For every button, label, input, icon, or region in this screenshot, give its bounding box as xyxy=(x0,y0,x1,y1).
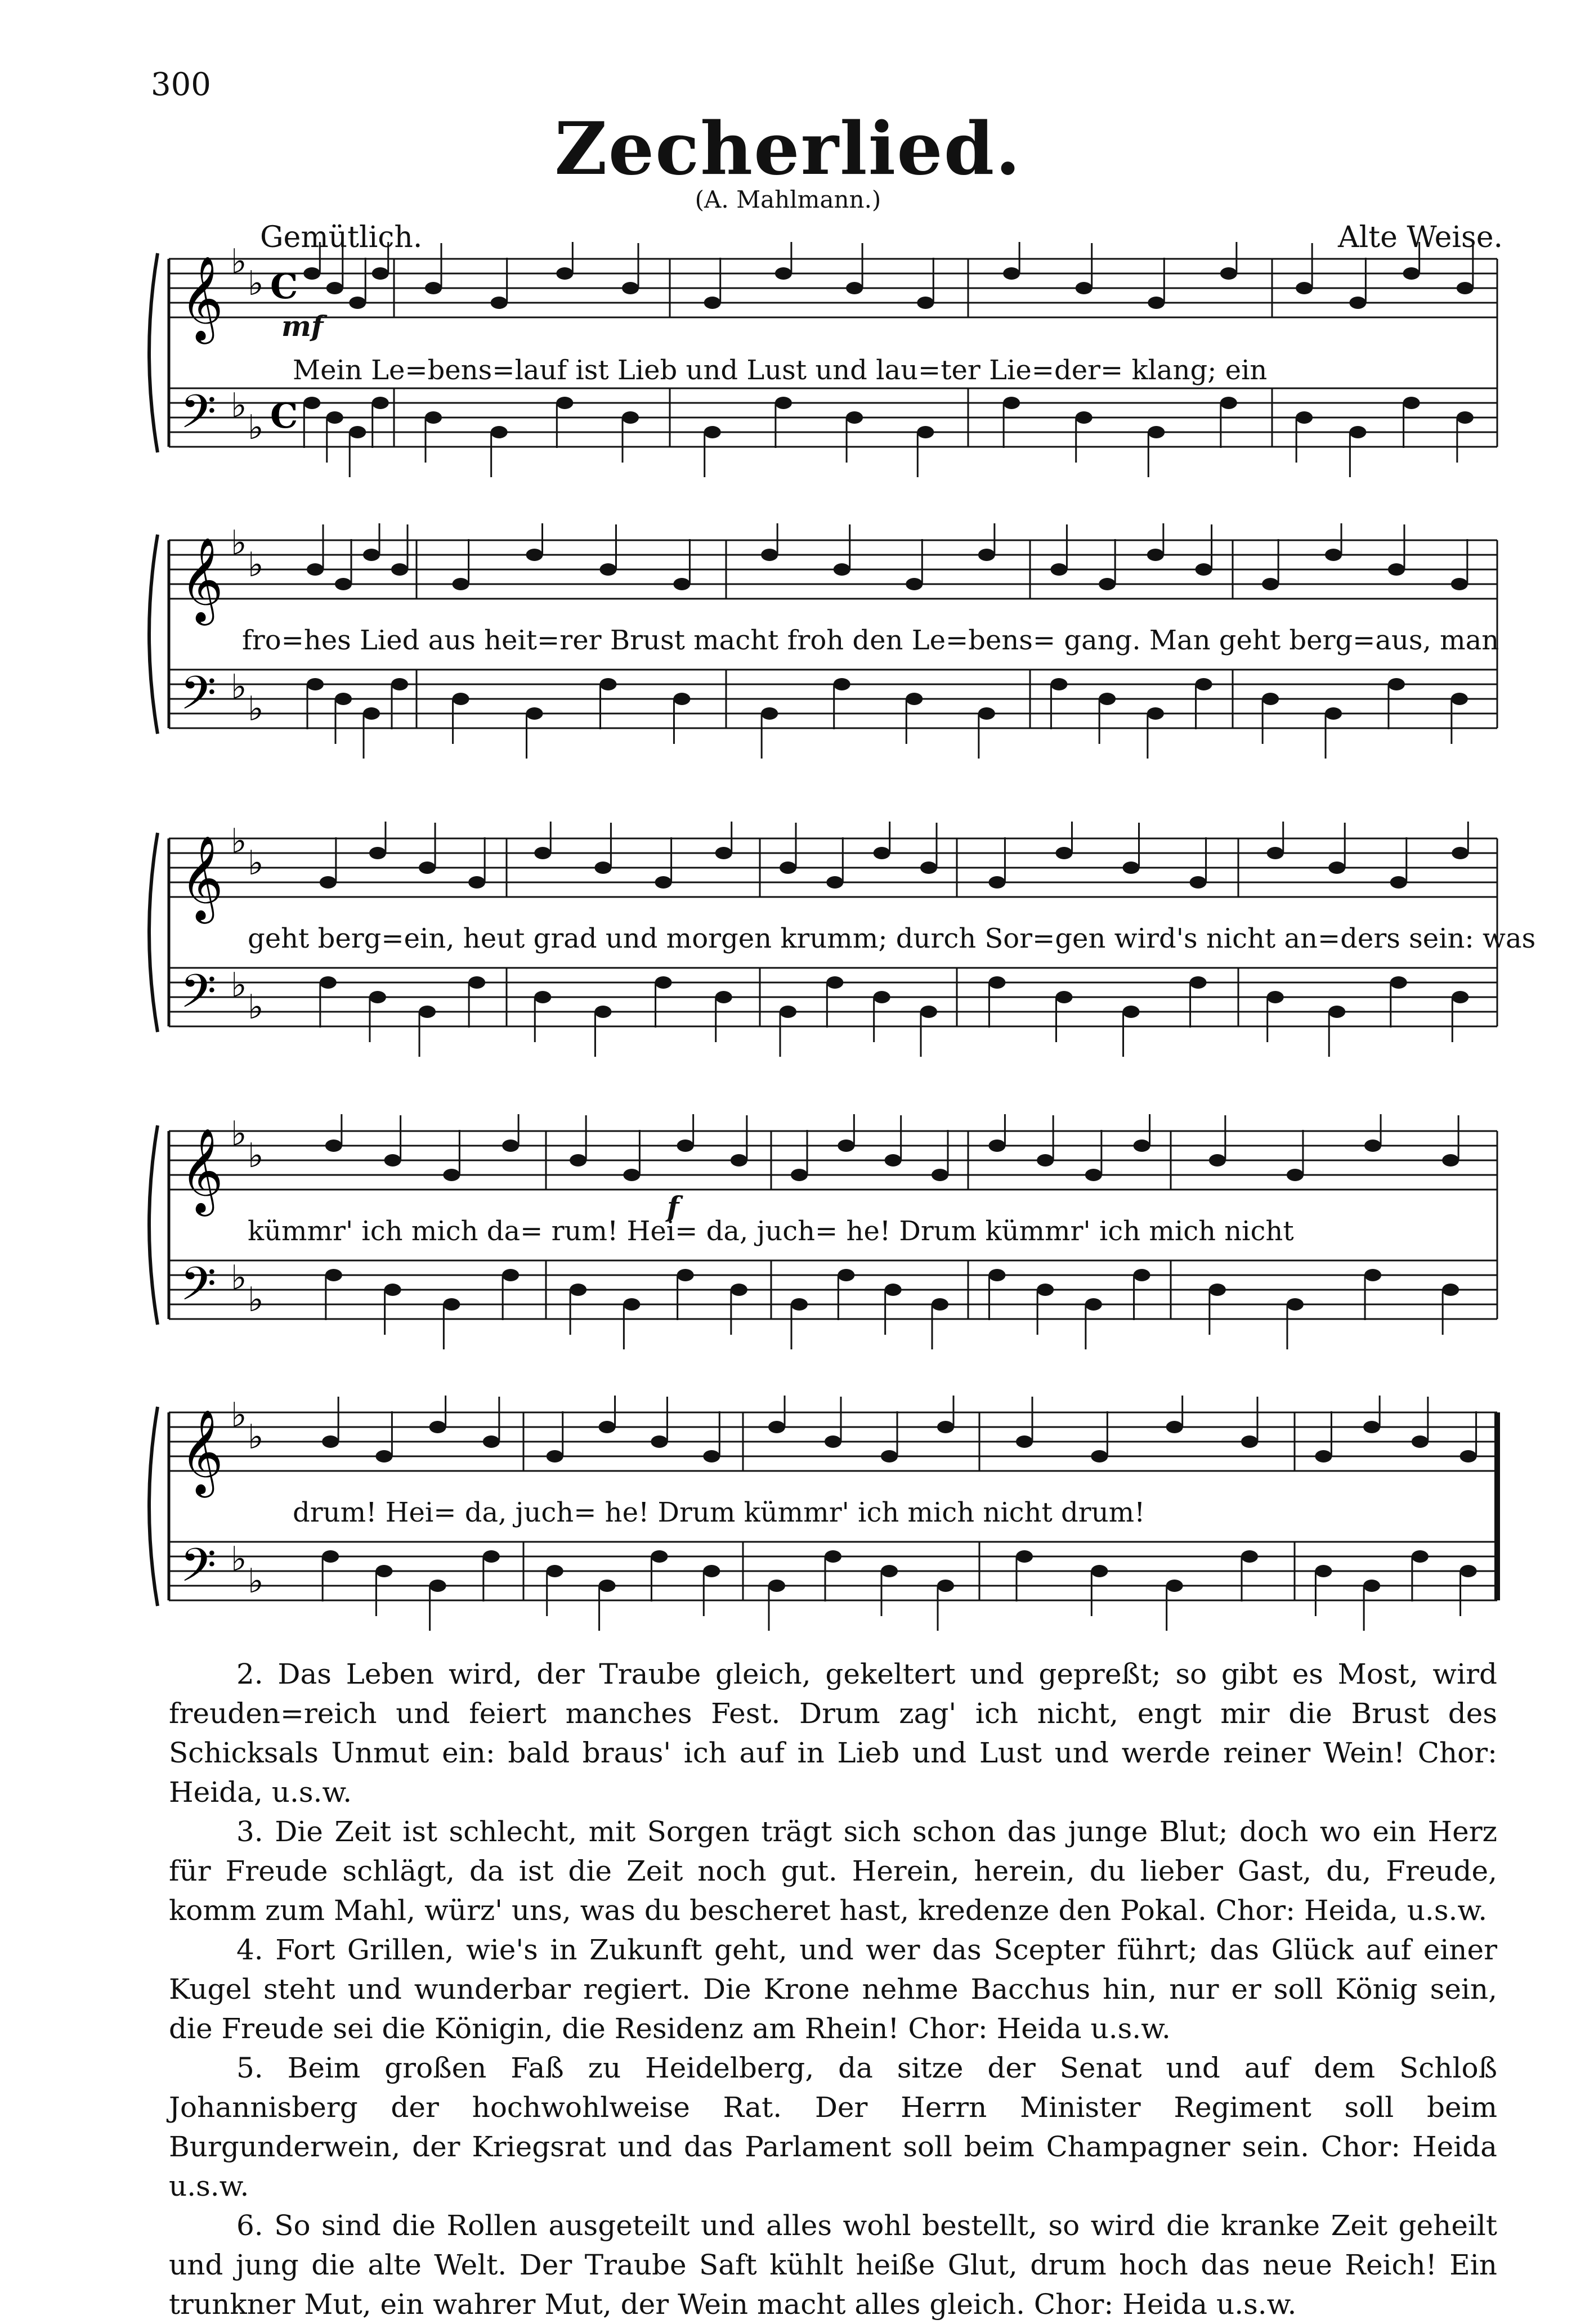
treble-clef: 𝄞 xyxy=(180,255,223,340)
note-head xyxy=(419,862,436,874)
note-head xyxy=(1147,549,1164,561)
note-head xyxy=(846,282,863,294)
lyrics-line: fro=hes Lied aus heit=rer Brust macht froh den Le=bens= gang. Man geht berg=aus, man xyxy=(242,625,1499,656)
note-head xyxy=(453,578,469,590)
note-head xyxy=(1460,1565,1477,1577)
note-head xyxy=(622,282,639,294)
note-head xyxy=(1055,991,1072,1003)
note-head xyxy=(1099,578,1116,590)
note-head xyxy=(453,693,469,705)
note-head xyxy=(468,976,485,989)
lyrics-line: Mein Le=bens=lauf ist Lieb und Lust und lau=ter Lie=der= klang; ein xyxy=(293,355,1268,386)
page-number: 300 xyxy=(151,66,211,103)
note-head xyxy=(838,1269,854,1281)
flat-sign: ♭ xyxy=(248,988,264,1027)
lyrics-line: kümmr' ich mich da= rum! Hei= da, juch= he! Drum kümmr' ich mich nicht xyxy=(248,1215,1294,1247)
note-head xyxy=(363,549,380,561)
note-head xyxy=(372,267,389,280)
flat-sign: ♭ xyxy=(231,1114,247,1154)
note-head xyxy=(1442,1284,1459,1296)
note-head xyxy=(1134,1139,1150,1152)
note-head xyxy=(1390,976,1407,989)
note-head xyxy=(834,678,850,690)
note-head xyxy=(703,1450,720,1462)
note-head xyxy=(443,1169,460,1181)
note-head xyxy=(303,267,320,280)
note-head xyxy=(326,411,343,424)
treble-clef: 𝄞 xyxy=(180,1408,223,1494)
note-head xyxy=(846,411,863,424)
note-head xyxy=(761,549,778,561)
note-head xyxy=(780,862,796,874)
note-head xyxy=(526,707,543,720)
note-head xyxy=(1148,426,1165,438)
note-head xyxy=(1209,1154,1226,1167)
note-head xyxy=(556,267,573,280)
note-head xyxy=(363,707,380,720)
note-head xyxy=(1123,862,1140,874)
note-head xyxy=(1412,1435,1429,1448)
music-system-3 xyxy=(0,822,1576,1086)
note-head xyxy=(1016,1435,1033,1448)
note-head xyxy=(547,1450,563,1462)
note-head xyxy=(885,1154,902,1167)
note-head xyxy=(1388,678,1405,690)
note-head xyxy=(1315,1565,1332,1577)
note-head xyxy=(534,847,551,859)
note-head xyxy=(325,1269,342,1281)
note-head xyxy=(369,991,386,1003)
note-head xyxy=(1148,297,1165,309)
note-head xyxy=(978,549,995,561)
note-head xyxy=(932,1298,948,1311)
note-head xyxy=(1055,847,1072,859)
note-head xyxy=(1403,267,1420,280)
time-signature: C xyxy=(270,395,298,436)
note-head xyxy=(491,426,508,438)
note-head xyxy=(307,678,324,690)
note-head xyxy=(677,1269,694,1281)
flat-sign: ♭ xyxy=(231,966,247,1005)
note-head xyxy=(825,1550,841,1563)
note-head xyxy=(1076,282,1093,294)
note-head xyxy=(906,578,923,590)
flat-sign: ♭ xyxy=(248,1136,264,1176)
note-head xyxy=(391,563,408,576)
note-head xyxy=(322,1435,339,1448)
note-head xyxy=(874,991,890,1003)
note-head xyxy=(1388,563,1405,576)
note-head xyxy=(838,1139,854,1152)
note-head xyxy=(1325,707,1342,720)
music-system-2 xyxy=(0,523,1576,788)
note-head xyxy=(1050,563,1067,576)
note-head xyxy=(1452,847,1468,859)
note-head xyxy=(322,1550,339,1563)
note-head xyxy=(1451,578,1468,590)
lyrics-line: geht berg=ein, heut grad und morgen krumm; durch Sor=gen wird's nicht an=ders sein: was xyxy=(248,923,1536,954)
note-head xyxy=(1085,1169,1102,1181)
note-head xyxy=(599,1580,616,1592)
note-head xyxy=(491,297,508,309)
note-head xyxy=(622,411,639,424)
note-head xyxy=(307,563,324,576)
bass-clef: 𝄢 xyxy=(180,964,217,1030)
note-head xyxy=(825,1435,841,1448)
note-head xyxy=(594,1006,611,1018)
note-head xyxy=(384,1154,401,1167)
note-head xyxy=(1403,397,1420,409)
note-head xyxy=(1457,411,1474,424)
note-head xyxy=(1287,1169,1304,1181)
note-head xyxy=(534,991,551,1003)
flat-sign: ♭ xyxy=(231,242,247,281)
verse-3: 3. Die Zeit ist schlecht, mit Sorgen trägt sich schon das junge Blut; doch wo ein Herz für Freude schlägt, da ist die Zeit noch gut. Herein, herein, du lieber Gast, du, Freude, komm zum Mahl, würz' uns, was du bescheret hast, kredenze den Pokal. Chor: Heida, u.s.w. xyxy=(169,1815,1497,1927)
flat-sign: ♭ xyxy=(248,689,264,729)
note-head xyxy=(483,1435,500,1448)
flat-sign: ♭ xyxy=(248,1417,264,1457)
note-head xyxy=(369,847,386,859)
melody-origin: Alte Weise. xyxy=(1338,221,1503,254)
tempo-marking: Gemütlich. xyxy=(260,221,423,254)
note-head xyxy=(1390,876,1407,889)
note-head xyxy=(1091,1450,1108,1462)
note-head xyxy=(1190,876,1207,889)
dynamic-f: f xyxy=(667,1190,679,1223)
note-head xyxy=(1050,678,1067,690)
flat-sign: ♭ xyxy=(248,844,264,883)
note-head xyxy=(1364,1269,1381,1281)
song-title: Zecherlied. xyxy=(554,107,1022,191)
flat-sign: ♭ xyxy=(231,1396,247,1435)
note-head xyxy=(303,397,320,409)
note-head xyxy=(391,678,408,690)
note-head xyxy=(704,297,721,309)
note-head xyxy=(623,1298,640,1311)
note-head xyxy=(715,991,732,1003)
note-head xyxy=(917,297,934,309)
note-head xyxy=(1287,1298,1304,1311)
note-head xyxy=(1241,1435,1258,1448)
note-head xyxy=(335,578,352,590)
note-head xyxy=(1220,267,1237,280)
flat-sign: ♭ xyxy=(248,545,264,585)
note-head xyxy=(826,976,843,989)
lyrics-line: drum! Hei= da, juch= he! Drum kümmr' ich mich nicht drum! xyxy=(293,1497,1145,1528)
note-head xyxy=(651,1435,668,1448)
note-head xyxy=(937,1421,954,1433)
lyricist: (A. Mahlmann.) xyxy=(695,186,881,213)
flat-sign: ♭ xyxy=(231,523,247,563)
flat-sign: ♭ xyxy=(248,1562,264,1601)
note-head xyxy=(932,1169,948,1181)
music-system-1 xyxy=(0,242,1576,506)
note-head xyxy=(425,282,442,294)
flat-sign: ♭ xyxy=(248,264,264,303)
note-head xyxy=(677,1139,694,1152)
note-head xyxy=(937,1580,954,1592)
note-head xyxy=(1123,1006,1140,1018)
note-head xyxy=(1451,693,1468,705)
verse-5: 5. Beim großen Faß zu Heidelberg, da sitze der Senat und auf dem Schloß Johannisberg der hochwohlweise Rat. Der Herrn Minister Regiment soll beim Burgunderwein, der Kriegsrat und das Parlament soll beim Champagner sein. Chor: Heida u.s.w. xyxy=(169,2052,1497,2202)
note-head xyxy=(1349,297,1366,309)
note-head xyxy=(885,1284,902,1296)
note-head xyxy=(1037,1154,1054,1167)
bass-clef: 𝄢 xyxy=(180,1257,217,1322)
brace xyxy=(149,833,158,1032)
note-head xyxy=(429,1421,446,1433)
note-head xyxy=(320,876,337,889)
dynamic-mf: mf xyxy=(281,309,324,343)
note-head xyxy=(1190,976,1207,989)
note-head xyxy=(1241,1550,1258,1563)
note-head xyxy=(791,1298,808,1311)
treble-clef: 𝄞 xyxy=(180,1127,223,1213)
note-head xyxy=(526,549,543,561)
treble-clef: 𝄞 xyxy=(180,536,223,622)
note-head xyxy=(349,426,366,438)
flat-sign: ♭ xyxy=(231,667,247,707)
note-head xyxy=(483,1550,500,1563)
note-head xyxy=(1296,411,1313,424)
note-head xyxy=(1412,1550,1429,1563)
music-system-4 xyxy=(0,1114,1576,1379)
brace xyxy=(149,253,158,452)
flat-sign: ♭ xyxy=(231,386,247,425)
note-head xyxy=(673,578,690,590)
note-head xyxy=(834,563,850,576)
note-head xyxy=(1166,1580,1183,1592)
note-head xyxy=(988,976,1005,989)
note-head xyxy=(1442,1154,1459,1167)
note-head xyxy=(419,1006,436,1018)
note-head xyxy=(704,426,721,438)
note-head xyxy=(775,267,792,280)
note-head xyxy=(731,1154,747,1167)
note-head xyxy=(468,876,485,889)
note-head xyxy=(375,1565,392,1577)
note-head xyxy=(384,1284,401,1296)
note-head xyxy=(326,282,343,294)
flat-sign: ♭ xyxy=(248,1280,264,1320)
note-head xyxy=(1003,267,1020,280)
note-head xyxy=(988,876,1005,889)
note-head xyxy=(1037,1284,1054,1296)
note-head xyxy=(1267,847,1284,859)
note-head xyxy=(1091,1565,1108,1577)
note-head xyxy=(1325,549,1342,561)
note-head xyxy=(372,397,389,409)
note-head xyxy=(1267,991,1284,1003)
note-head xyxy=(1296,282,1313,294)
note-head xyxy=(791,1169,808,1181)
note-head xyxy=(920,862,937,874)
verse-2: 2. Das Leben wird, der Traube gleich, gekeltert und gepreßt; so gibt es Most, wird freuden=reich und feiert manches Fest. Drum zag' ich nicht, engt mir die Brust des Schicksals Unmut ein: bald braus' ich auf in Lieb und Lust und werde reiner Wein! Chor: Heida, u.s.w. xyxy=(169,1658,1497,1809)
note-head xyxy=(1363,1421,1380,1433)
note-head xyxy=(570,1154,586,1167)
verse-4: 4. Fort Grillen, wie's in Zukunft geht, und wer das Scepter führt; das Glück auf einer Kugel steht und wunderbar regiert. Die Krone nehme Bacchus hin, nur er soll König sein, die Freude sei die Königin, die Residenz am Rhein! Chor: Heida u.s.w. xyxy=(169,1933,1497,2045)
note-head xyxy=(443,1298,460,1311)
brace xyxy=(149,1125,158,1325)
note-head xyxy=(1349,426,1366,438)
note-head xyxy=(1196,563,1212,576)
flat-sign: ♭ xyxy=(231,822,247,861)
note-head xyxy=(1016,1550,1033,1563)
note-head xyxy=(673,693,690,705)
note-head xyxy=(375,1450,392,1462)
verse-6: 6. So sind die Rollen ausgeteilt und alles wohl bestellt, so wird die kranke Zeit geheilt und jung die alte Welt. Der Traube Saft kühlt heiße Glut, drum hoch das neue Reich! Ein trunkner Mut, ein wahrer Mut, der Wein macht alles gleich. Chor: Heida u.s.w. xyxy=(169,2209,1497,2321)
note-head xyxy=(599,678,616,690)
note-head xyxy=(1220,397,1237,409)
note-head xyxy=(599,1421,616,1433)
note-head xyxy=(320,976,337,989)
note-head xyxy=(651,1550,668,1563)
note-head xyxy=(1457,282,1474,294)
note-head xyxy=(1460,1450,1477,1462)
note-head xyxy=(655,876,672,889)
note-head xyxy=(1147,707,1164,720)
note-head xyxy=(881,1565,898,1577)
note-head xyxy=(599,563,616,576)
note-head xyxy=(623,1169,640,1181)
note-head xyxy=(906,693,923,705)
note-head xyxy=(570,1284,586,1296)
note-head xyxy=(594,862,611,874)
note-head xyxy=(1196,678,1212,690)
note-head xyxy=(425,411,442,424)
brace xyxy=(149,1407,158,1606)
note-head xyxy=(349,297,366,309)
note-head xyxy=(547,1565,563,1577)
note-head xyxy=(1315,1450,1332,1462)
note-head xyxy=(1262,693,1279,705)
note-head xyxy=(874,847,890,859)
note-head xyxy=(775,397,792,409)
note-head xyxy=(917,426,934,438)
note-head xyxy=(703,1565,720,1577)
note-head xyxy=(1452,991,1468,1003)
note-head xyxy=(715,847,732,859)
note-head xyxy=(731,1284,747,1296)
time-signature: C xyxy=(270,266,298,307)
note-head xyxy=(556,397,573,409)
note-head xyxy=(1099,693,1116,705)
brace xyxy=(149,535,158,734)
note-head xyxy=(768,1580,785,1592)
bass-clef: 𝄢 xyxy=(180,1538,217,1604)
note-head xyxy=(502,1269,519,1281)
note-head xyxy=(335,693,352,705)
treble-clef: 𝄞 xyxy=(180,835,223,920)
note-head xyxy=(502,1139,519,1152)
note-head xyxy=(881,1450,898,1462)
note-head xyxy=(429,1580,446,1592)
note-head xyxy=(1328,1006,1345,1018)
note-head xyxy=(1085,1298,1102,1311)
bass-clef: 𝄢 xyxy=(180,666,217,732)
flat-sign: ♭ xyxy=(248,408,264,447)
note-head xyxy=(325,1139,342,1152)
note-head xyxy=(988,1139,1005,1152)
note-head xyxy=(1262,578,1279,590)
note-head xyxy=(988,1269,1005,1281)
note-head xyxy=(1328,862,1345,874)
music-system-5 xyxy=(0,1396,1576,1660)
note-head xyxy=(1363,1580,1380,1592)
note-head xyxy=(768,1421,785,1433)
note-head xyxy=(978,707,995,720)
note-head xyxy=(1134,1269,1150,1281)
note-head xyxy=(1003,397,1020,409)
flat-sign: ♭ xyxy=(231,1258,247,1298)
note-head xyxy=(1209,1284,1226,1296)
bass-clef: 𝄢 xyxy=(180,384,217,450)
note-head xyxy=(761,707,778,720)
additional-verses xyxy=(169,1654,1497,2324)
note-head xyxy=(780,1006,796,1018)
note-head xyxy=(655,976,672,989)
note-head xyxy=(920,1006,937,1018)
note-head xyxy=(1364,1139,1381,1152)
note-head xyxy=(1076,411,1093,424)
note-head xyxy=(826,876,843,889)
flat-sign: ♭ xyxy=(231,1540,247,1579)
note-head xyxy=(1166,1421,1183,1433)
